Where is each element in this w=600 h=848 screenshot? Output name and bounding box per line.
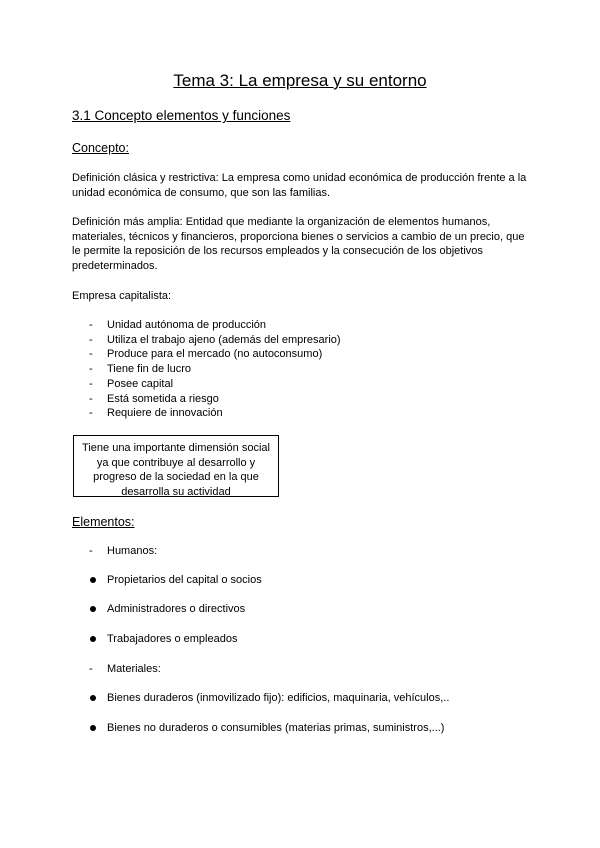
definicion-amplia: Definición más amplia: Entidad que mediante la organización de elementos humanos, materiales, técnicos y financieros, proporciona bienes o servicios a cambio de un precio, que le permite la reposición de los recursos empleados y la consecución de los objetivos predeterminados. — [72, 216, 525, 273]
dash-marker: - — [89, 319, 93, 331]
social-dimension-box: Tiene una importante dimensión social ya que contribuye al desarrollo y progreso de la sociedad en la que desarrolla su actividad — [73, 435, 279, 497]
dash-marker: - — [89, 363, 93, 376]
bullet-icon — [90, 577, 96, 583]
document-title: Tema 3: La empresa y su entorno — [173, 71, 427, 90]
document-page: Tema 3: La empresa y su entorno 3.1 Concepto elementos y funciones Concepto: Definición clásica y restrictiva: La empresa como unidad económica de producción frente a la unidad económica de consumo, que son las familias. Definición más amplia: Entidad que mediante la organización de elementos humanos, materiales, técnicos y financieros, proporciona bienes o servicios a cambio de un precio, que le permite la reposición de los recursos empleados y la consecución de los objetivos predeterminados. Empresa capitalista: - Unidad autónoma de producción - Utiliza el trabajo ajeno (además del empresario) - Produce para el mercado (no autoconsumo) - Tiene fin de lucro - Posee capital - Está sometida a riesgo - Requiere de innovación Tiene una importante dimensión social ya que contribuye al desarrollo y progreso de la sociedad en la que desarrolla su actividad Elementos: - Humanos: Propietarios del capital o socios Administradores o directivos Trabajadores o empleados - Materiales: Bienes duraderos (inmovilizado fijo): edificios, maquinaria, vehículos,.. Bienes no duraderos o consumibles (materias primas, suministros,...) — [0, 0, 600, 848]
dash-marker: - — [89, 663, 93, 675]
definicion-clasica: Definición clásica y restrictiva: La empresa como unidad económica de producción frente a la unidad económica de consumo, que son las familias. — [72, 172, 527, 199]
concepto-heading: Concepto: — [72, 141, 129, 155]
dash-marker: - — [89, 377, 93, 390]
dash-marker: - — [89, 407, 93, 420]
list-item: - Está sometida a riesgo — [89, 392, 219, 405]
section-heading: 3.1 Concepto elementos y funciones — [72, 108, 291, 123]
dash-marker: - — [89, 333, 93, 346]
bullet-icon — [90, 636, 96, 642]
list-item: - Posee capital — [89, 377, 174, 390]
capitalista-list — [72, 318, 341, 421]
bullet-icon — [90, 725, 96, 731]
dash-marker: - — [89, 392, 93, 405]
bullet-icon — [90, 695, 96, 701]
empresa-capitalista-label: Empresa capitalista: — [72, 290, 172, 302]
elementos-heading: Elementos: — [72, 515, 135, 529]
dash-marker: - — [89, 545, 93, 557]
list-item: - Unidad autónoma de producción — [89, 319, 267, 331]
dash-marker: - — [89, 348, 93, 361]
bullet-icon — [90, 606, 96, 612]
list-item: - Tiene fin de lucro — [89, 363, 191, 376]
list-item: - Utiliza el trabajo ajeno (además del empresario) — [89, 333, 341, 346]
list-item: - Produce para el mercado (no autoconsumo) — [89, 348, 323, 361]
list-item: - Requiere de innovación — [89, 407, 223, 420]
